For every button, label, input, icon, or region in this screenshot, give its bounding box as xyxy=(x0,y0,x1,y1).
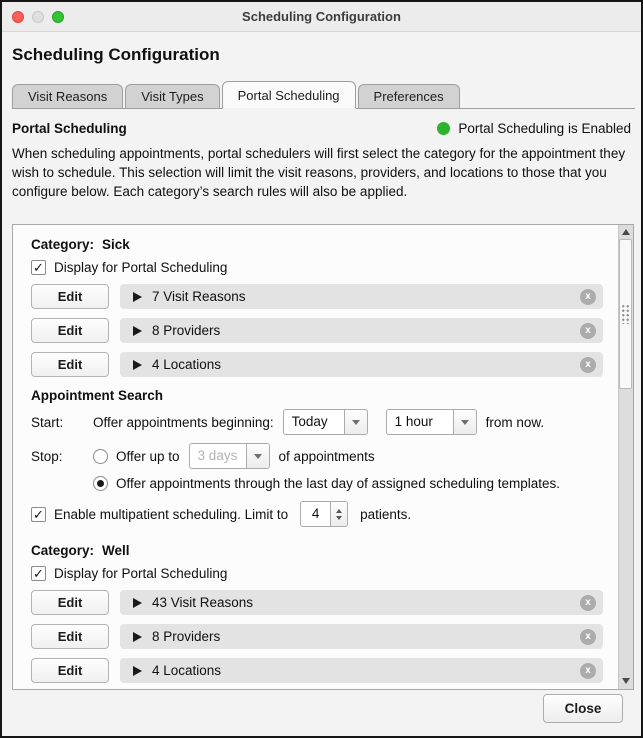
appointment-search-heading: Appointment Search xyxy=(31,388,164,403)
display-for-portal-checkbox-row xyxy=(31,260,603,275)
window-title: Scheduling Configuration xyxy=(242,9,401,24)
traffic-lights xyxy=(12,11,64,23)
bar-label: 4 Locations xyxy=(152,663,222,678)
start-time-value: 1 hour xyxy=(394,414,433,429)
offer-up-to-dropdown[interactable] xyxy=(189,443,270,469)
display-checkbox-label: Display for Portal Scheduling xyxy=(54,260,228,275)
expand-arrow-icon[interactable] xyxy=(133,598,142,608)
offer-up-to-suffix: of appointments xyxy=(278,448,375,464)
multipatient-checkbox[interactable] xyxy=(31,507,46,522)
start-row xyxy=(31,409,603,435)
dropdown-arrow-icon[interactable] xyxy=(453,410,476,434)
expand-arrow-icon[interactable] xyxy=(133,632,142,642)
start-time-dropdown[interactable] xyxy=(386,409,477,435)
edit-providers-button[interactable]: Edit xyxy=(31,624,109,649)
tab-preferences[interactable]: Preferences xyxy=(358,84,460,108)
start-date-value: Today xyxy=(291,414,328,429)
remove-icon[interactable]: x xyxy=(580,289,596,305)
offer-up-to-value: 3 days xyxy=(197,448,238,463)
bar-label: 43 Visit Reasons xyxy=(152,595,254,610)
expand-arrow-icon[interactable] xyxy=(133,666,142,676)
locations-bar[interactable] xyxy=(120,658,603,683)
category-name: Well xyxy=(102,543,130,558)
visit-reasons-bar[interactable] xyxy=(120,284,603,309)
scroll-down-icon[interactable] xyxy=(622,678,630,684)
category-label: Category: xyxy=(31,237,95,252)
status-text: Portal Scheduling is Enabled xyxy=(458,121,631,136)
expand-arrow-icon[interactable] xyxy=(133,360,142,370)
expand-arrow-icon[interactable] xyxy=(133,326,142,336)
scrollbar-grip-icon xyxy=(621,304,631,324)
categories-scroll-panel xyxy=(12,224,634,690)
display-checkbox[interactable] xyxy=(31,566,46,581)
locations-row xyxy=(31,658,603,683)
scrollbar-thumb[interactable] xyxy=(619,239,632,389)
vertical-scrollbar[interactable] xyxy=(618,225,633,689)
scroll-up-icon[interactable] xyxy=(622,229,630,235)
bar-label: 8 Providers xyxy=(152,323,221,338)
spinner-arrows-icon[interactable] xyxy=(331,501,348,527)
status-enabled-dot-icon xyxy=(437,122,450,135)
display-checkbox[interactable] xyxy=(31,260,46,275)
start-label: Start: xyxy=(31,414,64,430)
visit-reasons-row xyxy=(31,590,603,615)
offer-up-to-text: Offer up to xyxy=(116,448,180,464)
edit-visit-reasons-button[interactable]: Edit xyxy=(31,590,109,615)
titlebar xyxy=(2,2,641,32)
close-button[interactable]: Close xyxy=(543,694,623,723)
window-zoom-icon[interactable] xyxy=(52,11,64,23)
edit-visit-reasons-button[interactable]: Edit xyxy=(31,284,109,309)
offer-through-templates-text: Offer appointments through the last day of assigned scheduling templates. xyxy=(116,476,561,491)
start-date-dropdown[interactable] xyxy=(283,409,368,435)
visit-reasons-bar[interactable] xyxy=(120,590,603,615)
categories-content xyxy=(13,225,633,683)
portal-scheduling-heading: Portal Scheduling xyxy=(12,121,127,136)
bar-label: 4 Locations xyxy=(152,357,222,372)
start-text: Offer appointments beginning: xyxy=(93,414,274,430)
display-checkbox-label: Display for Portal Scheduling xyxy=(54,566,228,581)
remove-icon[interactable]: x xyxy=(580,629,596,645)
providers-bar[interactable] xyxy=(120,318,603,343)
portal-header xyxy=(12,121,631,136)
dropdown-arrow-icon[interactable] xyxy=(344,410,367,434)
status-badge xyxy=(437,121,631,136)
patient-limit-value: 4 xyxy=(300,501,331,527)
stop-row xyxy=(31,443,603,469)
page-title: Scheduling Configuration xyxy=(12,45,220,64)
offer-through-templates-radio[interactable] xyxy=(93,476,108,491)
expand-arrow-icon[interactable] xyxy=(133,292,142,302)
display-for-portal-checkbox-row xyxy=(31,566,603,581)
category-name: Sick xyxy=(102,237,130,252)
dropdown-arrow-icon[interactable] xyxy=(246,444,269,468)
edit-locations-button[interactable]: Edit xyxy=(31,352,109,377)
category-well-heading xyxy=(31,543,603,558)
patient-limit-spinner[interactable] xyxy=(300,501,348,527)
providers-row xyxy=(31,624,603,649)
tab-visit-reasons[interactable]: Visit Reasons xyxy=(12,84,123,108)
locations-bar[interactable] xyxy=(120,352,603,377)
stop-label: Stop: xyxy=(31,448,63,464)
remove-icon[interactable]: x xyxy=(580,595,596,611)
multipatient-row xyxy=(31,501,603,527)
offer-through-templates-row xyxy=(31,476,603,491)
tab-strip xyxy=(12,80,635,109)
multipatient-suffix: patients. xyxy=(360,506,412,522)
visit-reasons-row xyxy=(31,284,603,309)
providers-row xyxy=(31,318,603,343)
category-sick-heading xyxy=(31,237,603,252)
tab-visit-types[interactable]: Visit Types xyxy=(125,84,219,108)
multipatient-text: Enable multipatient scheduling. Limit to xyxy=(54,506,289,522)
edit-providers-button[interactable]: Edit xyxy=(31,318,109,343)
window-minimize-icon xyxy=(32,11,44,23)
category-label: Category: xyxy=(31,543,95,558)
remove-icon[interactable]: x xyxy=(580,323,596,339)
remove-icon[interactable]: x xyxy=(580,663,596,679)
start-suffix: from now. xyxy=(485,414,545,430)
window-close-icon[interactable] xyxy=(12,11,24,23)
tab-portal-scheduling[interactable]: Portal Scheduling xyxy=(222,81,356,109)
edit-locations-button[interactable]: Edit xyxy=(31,658,109,683)
portal-description: When scheduling appointments, portal schedulers will first select the category for the appointment they wish to schedule. This selection will limit the visit reasons, providers, and locations to those that you configure below. Each category’s search rules will also be applied. xyxy=(12,146,626,199)
bar-label: 7 Visit Reasons xyxy=(152,289,246,304)
providers-bar[interactable] xyxy=(120,624,603,649)
offer-up-to-radio[interactable] xyxy=(93,449,108,464)
locations-row xyxy=(31,352,603,377)
remove-icon[interactable]: x xyxy=(580,357,596,373)
bar-label: 8 Providers xyxy=(152,629,221,644)
